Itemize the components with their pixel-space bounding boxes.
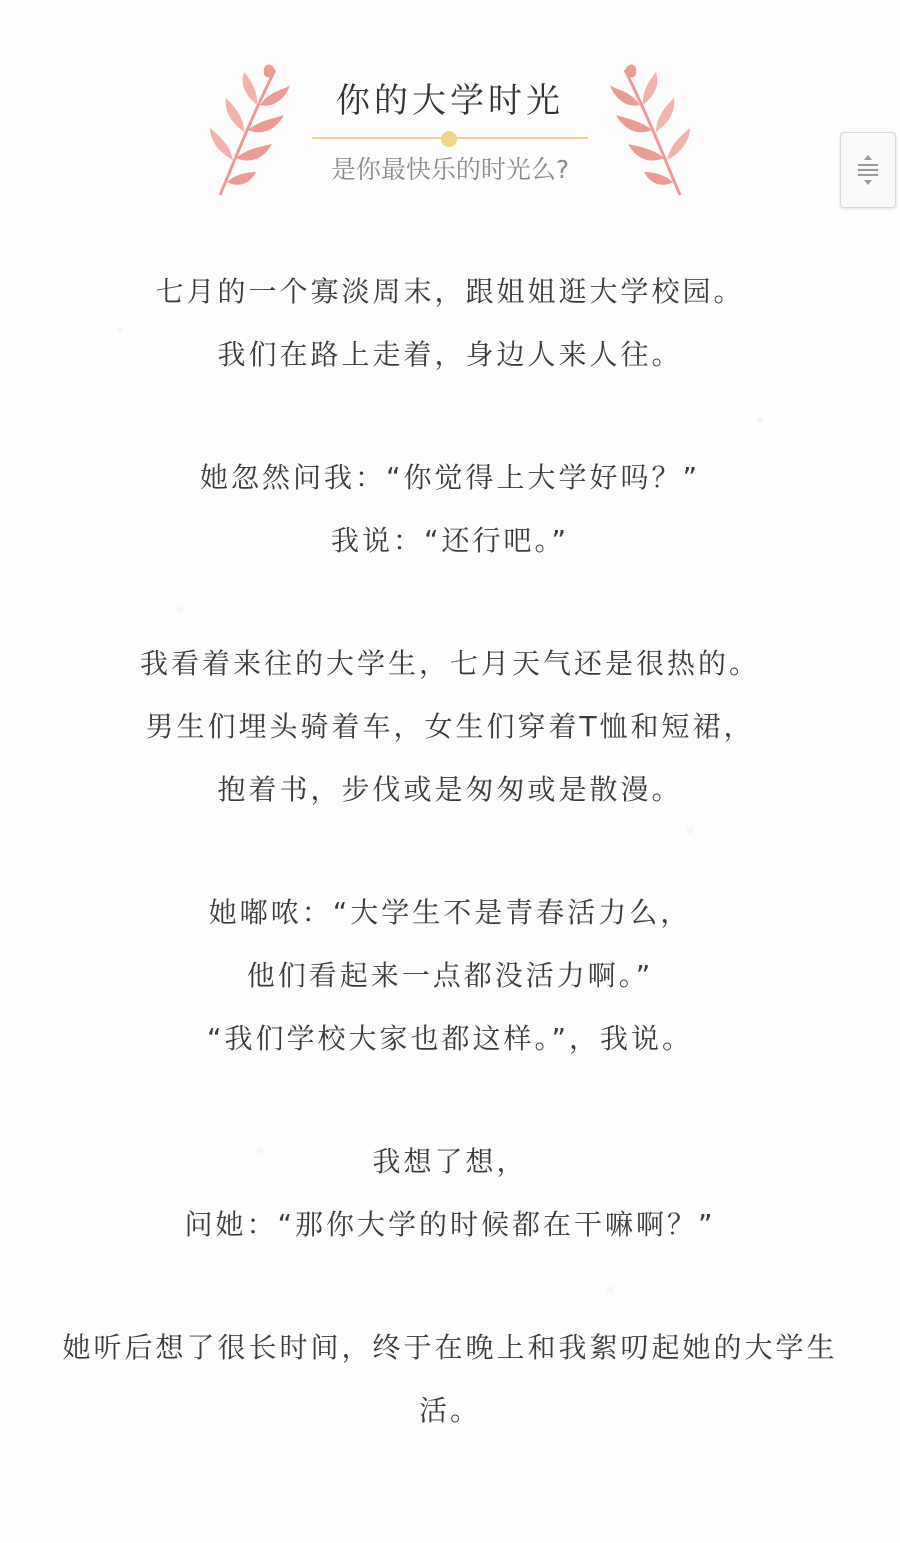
paragraph — [40, 632, 860, 821]
text-line: “我们学校大家也都这样。”，我说。 — [206, 1022, 693, 1055]
text-line: 她嘟哝：“大学生不是青春活力么， — [208, 896, 692, 929]
paragraph — [40, 1316, 860, 1442]
text-line: 他们看起来一点都没活力啊。” — [246, 959, 654, 992]
text-line: 我看着来往的大学生，七月天气还是很热的。 — [139, 647, 760, 680]
article-body — [40, 260, 860, 1502]
scroll-arrows-icon — [856, 153, 880, 187]
scroll-control-button[interactable] — [840, 132, 896, 208]
text-line: 七月的一个寡淡周末，跟姐姐逛大学校园。 — [155, 275, 745, 308]
article-title: 你的大学时光 — [336, 81, 564, 121]
text-line: 男生们埋头骑着车，女生们穿着T恤和短裙， — [145, 710, 755, 743]
title-divider-dot — [441, 131, 457, 147]
text-line: 抱着书，步伐或是匆匆或是散漫。 — [217, 773, 683, 806]
paragraph — [40, 1130, 860, 1256]
text-line: 问她：“那你大学的时候都在干嘛啊？” — [184, 1208, 716, 1241]
text-line: 我们在路上走着，身边人来人往。 — [217, 338, 683, 371]
paragraph — [40, 260, 860, 386]
article-subtitle: 是你最快乐的时光么? — [330, 155, 570, 184]
paragraph — [40, 881, 860, 1070]
article-header — [0, 55, 900, 205]
text-line: 我说：“还行吧。” — [330, 524, 569, 557]
text-line: 她听后想了很长时间，终于在晚上和我絮叨起她的大学生活。 — [62, 1331, 838, 1427]
text-line: 她忽然问我：“你觉得上大学好吗？” — [199, 461, 700, 494]
text-line: 我想了想， — [372, 1145, 528, 1178]
paragraph — [40, 446, 860, 572]
